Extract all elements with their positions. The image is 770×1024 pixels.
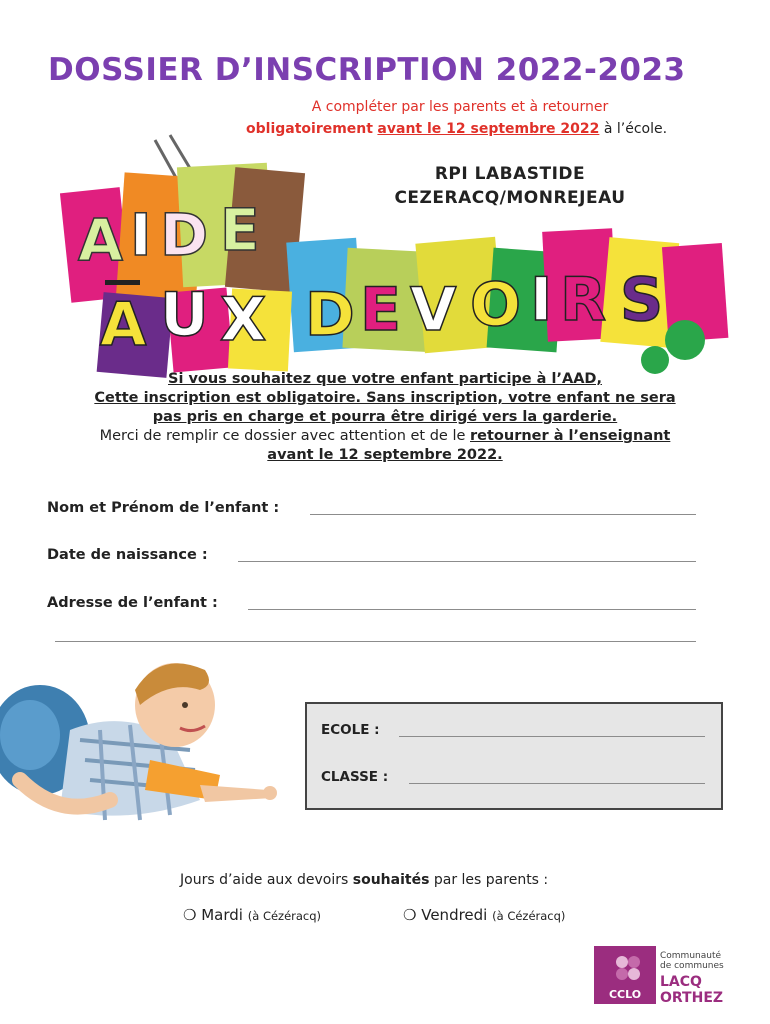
class-label: CLASSE :	[321, 769, 389, 785]
birth-date-label: Date de naissance :	[47, 547, 208, 563]
page-title: DOSSIER D’INSCRIPTION 2022-2023	[48, 52, 686, 88]
svg-text:A: A	[100, 290, 147, 360]
svg-text:V: V	[410, 275, 457, 345]
child-name-label: Nom et Prénom de l’enfant :	[47, 500, 280, 516]
svg-text:O: O	[470, 270, 522, 340]
days-intro: Jours d’aide aux devoirs souhaités par les parents :	[180, 872, 549, 888]
svg-text:Communauté: Communauté	[660, 951, 722, 961]
svg-text:R: R	[560, 265, 607, 335]
option-place-label: (à Cézéracq)	[492, 909, 566, 923]
svg-text:ORTHEZ: ORTHEZ	[660, 990, 724, 1006]
svg-text:CCLO: CCLO	[608, 988, 642, 1001]
svg-text:de communes: de communes	[660, 961, 724, 971]
svg-text:S: S	[620, 265, 664, 335]
svg-text:D: D	[305, 280, 355, 350]
notice-line-2: Cette inscription est obligatoire. Sans inscription, votre enfant ne sera	[94, 390, 676, 406]
school-line[interactable]	[399, 736, 705, 737]
svg-text:E: E	[220, 196, 260, 264]
checkbox-circle-icon[interactable]: ❍	[183, 906, 197, 924]
svg-text:LACQ: LACQ	[660, 974, 702, 990]
notice-line-1: Si vous souhaitez que votre enfant participe à l’AAD,	[168, 371, 602, 387]
school-name-line-2: CEZERACQ/MONREJEAU	[394, 188, 626, 208]
aide-aux-devoirs-banner	[60, 130, 730, 390]
svg-text:D: D	[160, 201, 209, 269]
notice-line-3: pas pris en charge et pourra être dirigé vers la garderie.	[152, 409, 618, 425]
option-day-label: Vendredi	[421, 906, 488, 924]
checkbox-circle-icon[interactable]: ❍	[403, 906, 417, 924]
notice-line-4: Merci de remplir ce dossier avec attention et de le retourner à l’enseignant	[99, 428, 671, 444]
cclo-logo	[594, 946, 734, 1006]
birth-date-line[interactable]	[238, 561, 696, 562]
subtitle-line-2: obligatoirement avant le 12 septembre 2022 à l’école.	[246, 121, 668, 137]
subtitle-line-1: A compléter par les parents et à retourner	[311, 99, 609, 115]
svg-text:U: U	[160, 280, 209, 350]
option-day-label: Mardi	[201, 906, 243, 924]
svg-text:I: I	[530, 265, 553, 335]
child-address-label: Adresse de l’enfant :	[47, 595, 218, 611]
option-tuesday[interactable]	[183, 906, 321, 924]
school-name-line-1: RPI LABASTIDE	[434, 164, 586, 184]
svg-text:X: X	[220, 285, 267, 355]
svg-text:A: A	[78, 206, 123, 274]
child-address-line-2[interactable]	[55, 641, 696, 642]
running-boy-image	[0, 650, 300, 835]
option-place-label: (à Cézéracq)	[247, 909, 322, 923]
school-label: ECOLE :	[321, 722, 380, 738]
svg-text:I: I	[130, 201, 152, 269]
notice-line-5: avant le 12 septembre 2022.	[267, 447, 503, 463]
school-class-box	[305, 702, 723, 810]
child-name-line[interactable]	[310, 514, 696, 515]
class-line[interactable]	[409, 783, 705, 784]
option-friday[interactable]	[403, 906, 565, 924]
svg-text:E: E	[360, 275, 401, 345]
child-address-line[interactable]	[248, 609, 696, 610]
